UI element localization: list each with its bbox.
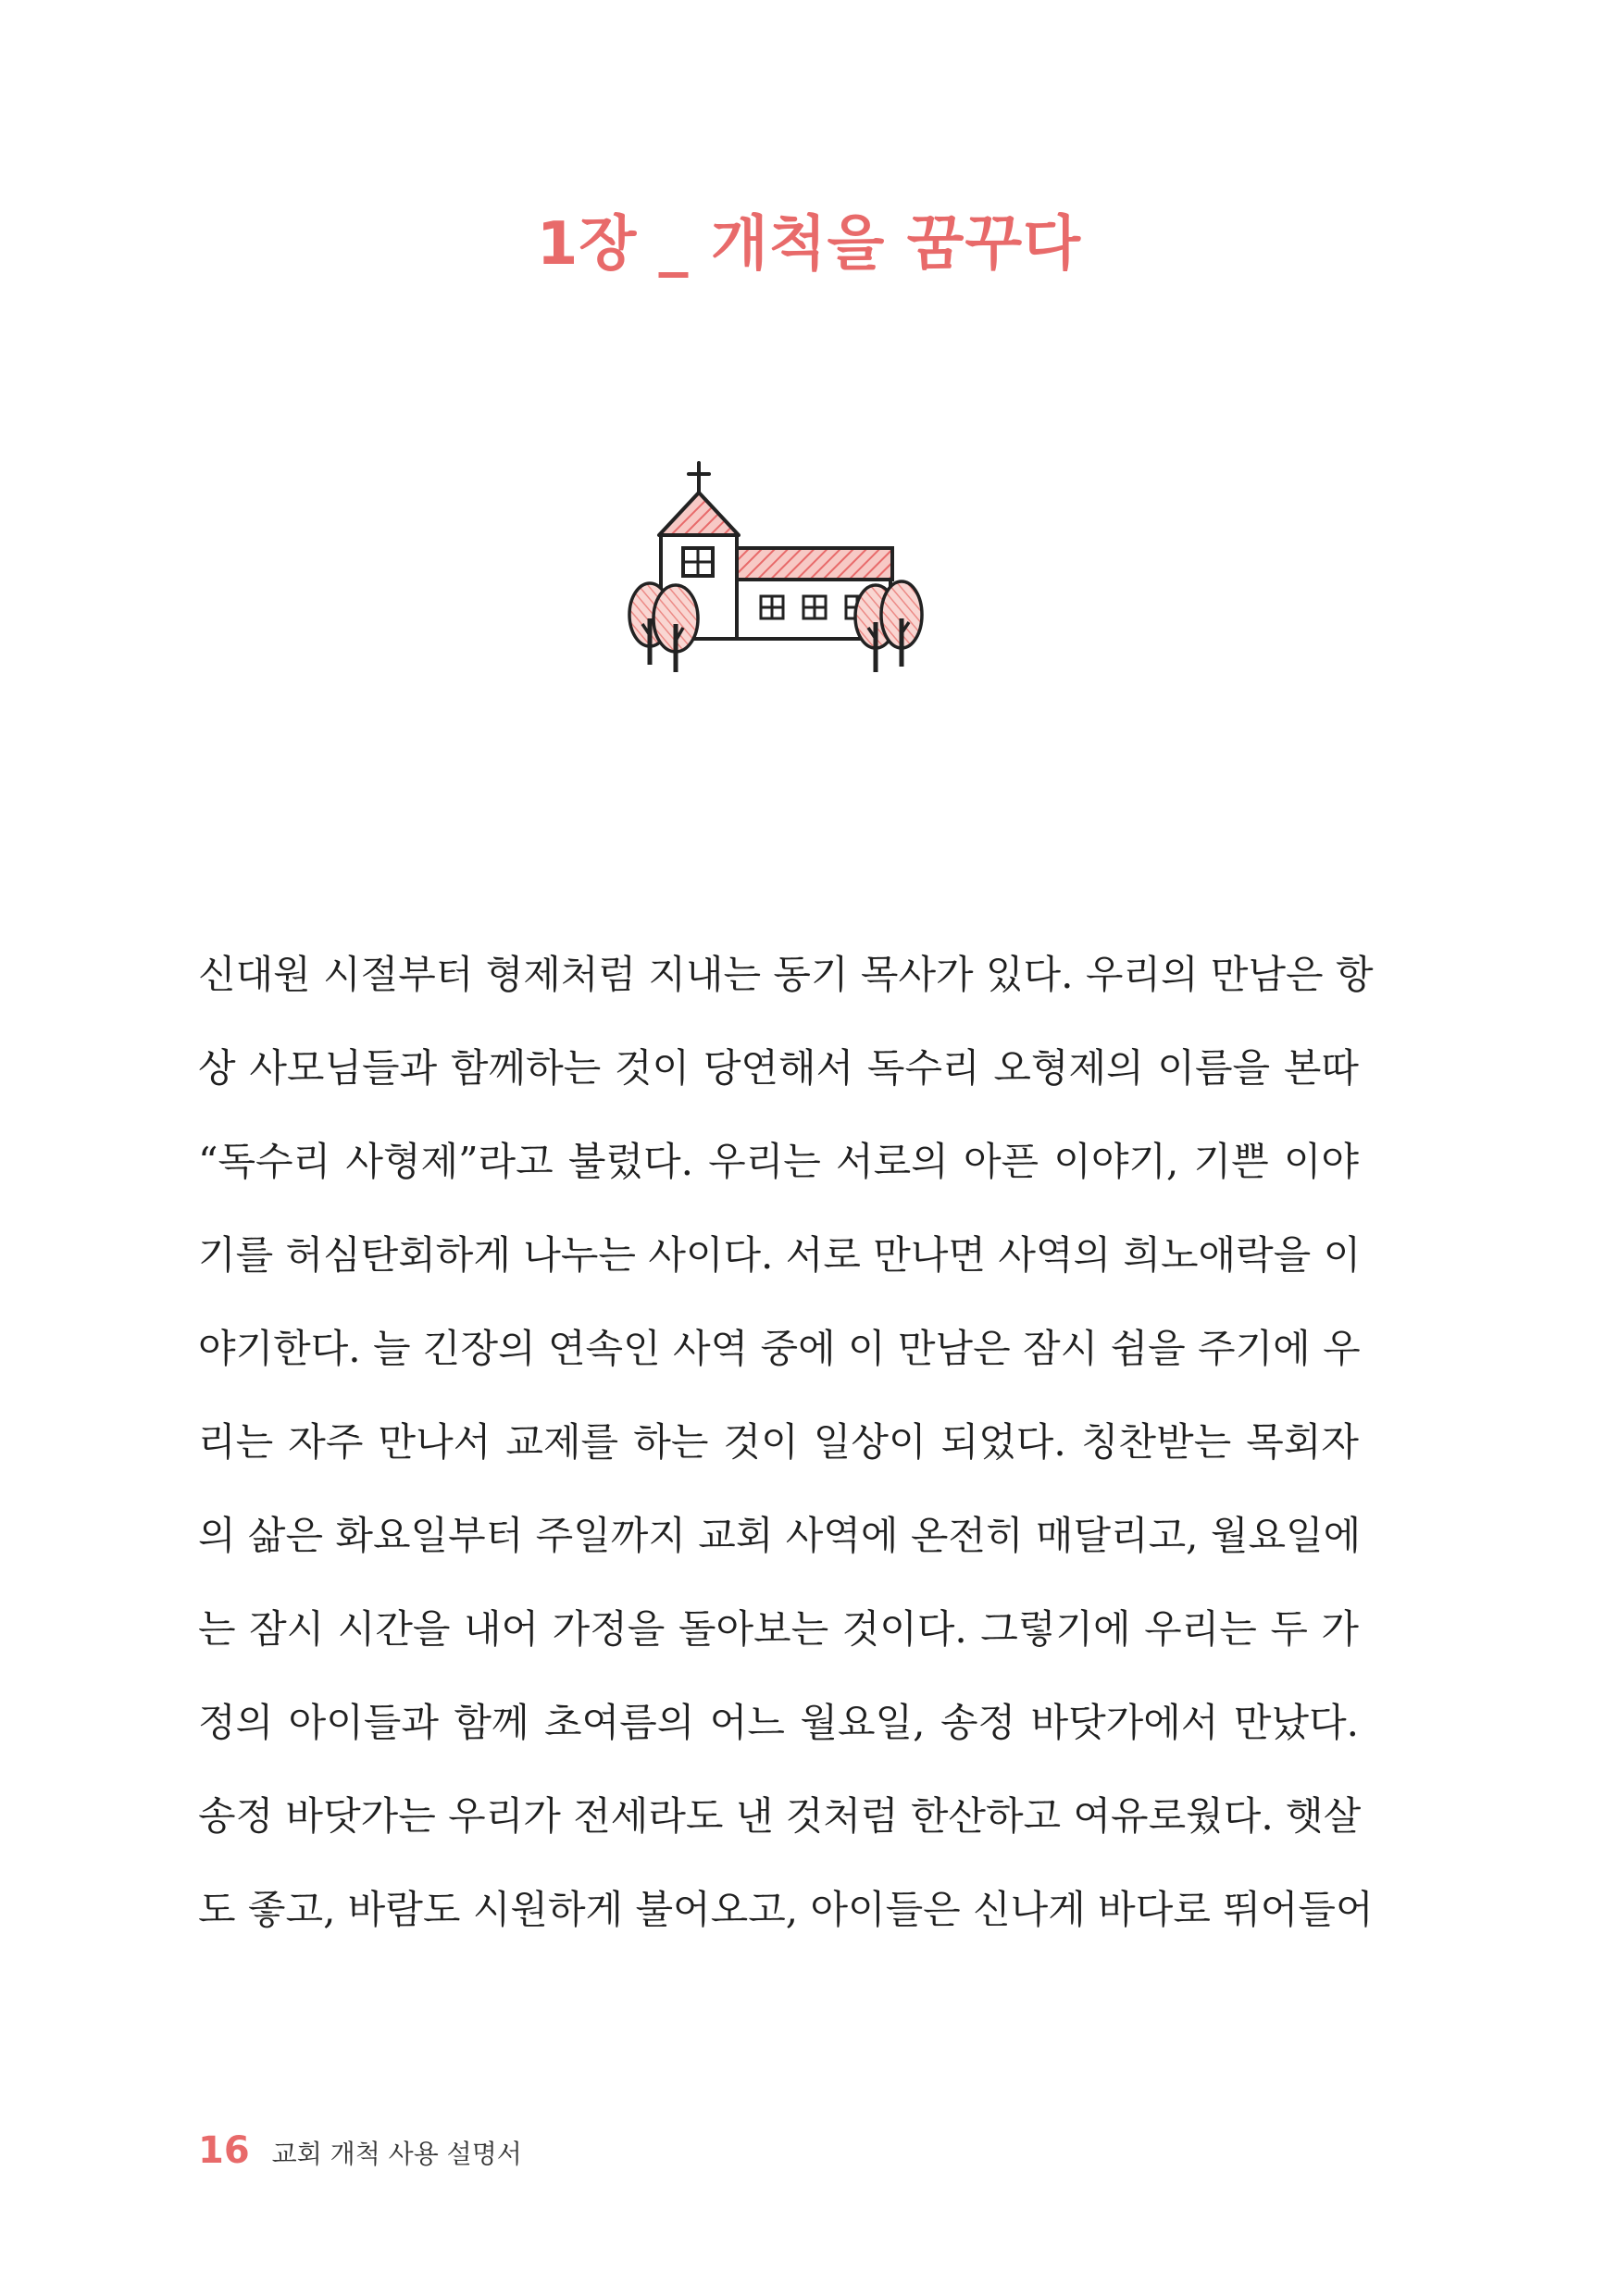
text-line: 도 좋고, 바람도 시원하게 불어오고, 아이들은 신나게 바다로 뛰어들어: [198, 1887, 1374, 1932]
text-line: 의 삶은 화요일부터 주일까지 교회 사역에 온전히 매달리고, 월요일에: [198, 1513, 1362, 1558]
page-number: 16: [198, 2129, 250, 2172]
book-title: 교회 개척 사용 설명서: [271, 2139, 522, 2169]
text-line: 송정 바닷가는 우리가 전세라도 낸 것처럼 한산하고 여유로웠다. 햇살: [198, 1793, 1362, 1839]
text-line: 리는 자주 만나서 교제를 하는 것이 일상이 되었다. 칭찬받는 목회자: [198, 1419, 1359, 1465]
text-line: 야기한다. 늘 긴장의 연속인 사역 중에 이 만남은 잠시 쉼을 주기에 우: [198, 1326, 1361, 1371]
text-line: 정의 아이들과 함께 초여름의 어느 월요일, 송정 바닷가에서 만났다.: [198, 1700, 1359, 1745]
text-line: “독수리 사형제”라고 불렀다. 우리는 서로의 아픈 이야기, 기쁜 이야: [198, 1139, 1359, 1184]
chapter-title: 1장 _ 개척을 꿈꾸다: [536, 210, 1082, 279]
text-line: 는 잠시 시간을 내어 가정을 돌아보는 것이다. 그렇기에 우리는 두 가: [198, 1606, 1359, 1652]
text-line: 신대원 시절부터 형제처럼 지내는 동기 목사가 있다. 우리의 만남은 항: [198, 952, 1374, 997]
page-footer: [198, 2129, 522, 2185]
body-text: [198, 928, 1374, 1956]
text-line: 상 사모님들과 함께하는 것이 당연해서 독수리 오형제의 이름을 본따: [198, 1045, 1359, 1091]
text-line: 기를 허심탄회하게 나누는 사이다. 서로 만나면 사역의 희노애락을 이: [198, 1232, 1362, 1278]
church-icon: [622, 452, 929, 693]
